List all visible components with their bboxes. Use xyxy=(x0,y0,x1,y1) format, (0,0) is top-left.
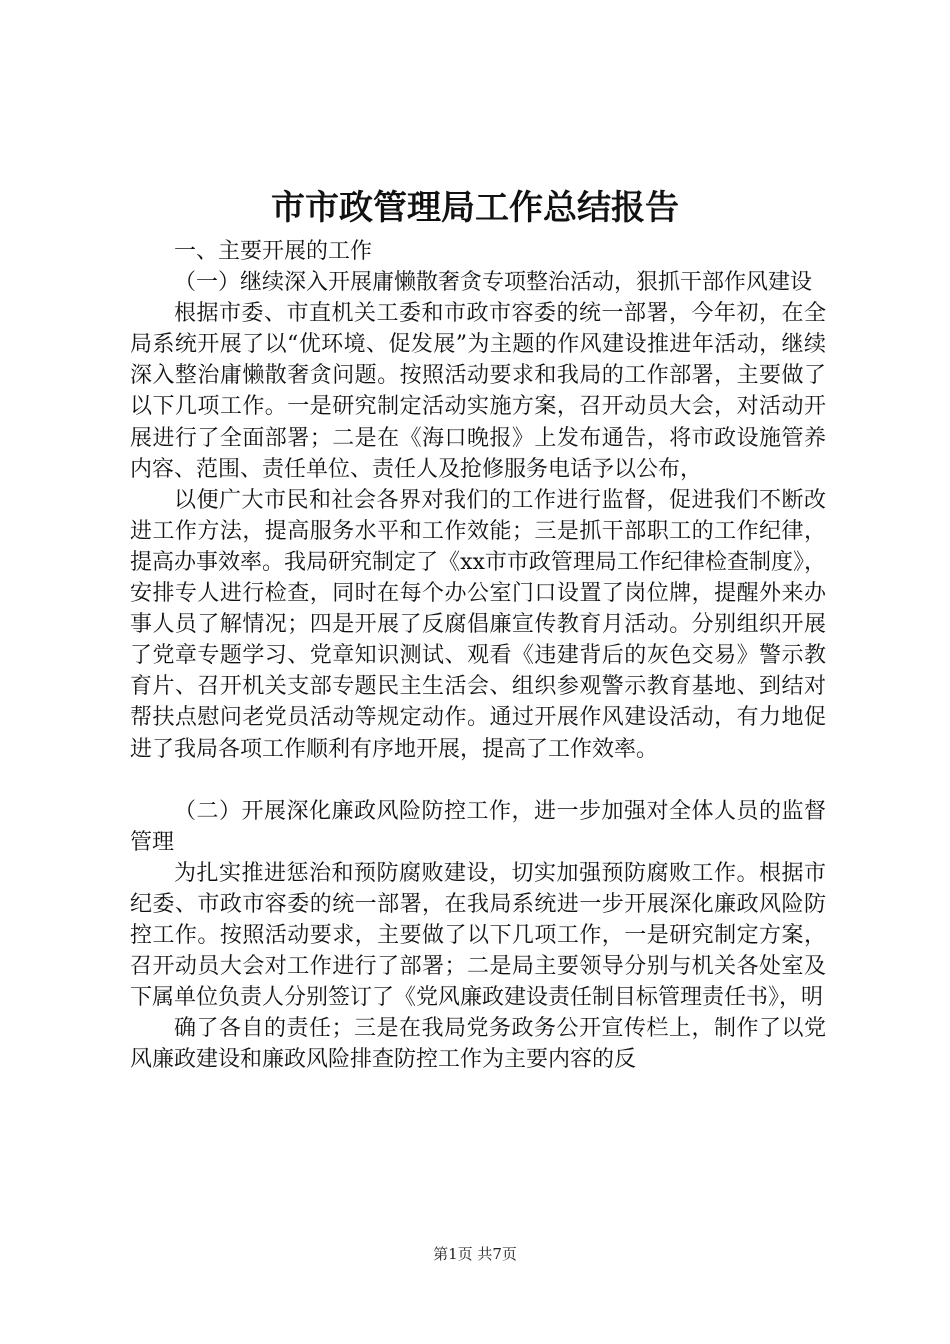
body-paragraph: 以便广大市民和社会各界对我们的工作进行监督，促进我们不断改进工作方法，提高服务水平和工作效能；三是抓干部职工的工作纪律，提高办事效率。我局研究制定了《xx市市政管理局工作纪律检查制度》，安排专人进行检查，同时在每个办公室门口设置了岗位牌，提醒外来办事人员了解情况；四是开展了反腐倡廉宣传教育月活动。分别组织开展了党章专题学习、党章知识测试、观看《违建背后的灰色交易》警示教育片、召开机关支部专题民主生活会、组织参观警示教育基地、到结对帮扶点慰问老党员活动等规定动作。通过开展作风建设活动，有力地促进了我局各项工作顺利有序地开展，提高了工作效率。 xyxy=(130,487,826,762)
body-paragraph: 根据市委、市直机关工委和市政市容委的统一部署，今年初，在全局系统开展了以“优环境、促发展”为主题的作风建设推进年活动，继续深入整治庸懒散奢贪问题。按照活动要求和我局的工作部署，主要做了以下几项工作。一是研究制定活动实施方案，召开动员大会，对活动开展进行了全面部署；二是在《海口晚报》上发布通告，将市政设施管养内容、范围、责任单位、责任人及抢修服务电话予以公布， xyxy=(130,301,826,482)
section-heading: 一、主要开展的工作 xyxy=(174,239,373,264)
document-title: 市市政管理局工作总结报告 xyxy=(271,188,679,228)
page-footer: 第1页 共7页 xyxy=(433,1245,517,1263)
body-paragraph: 为扎实推进惩治和预防腐败建设，切实加强预防腐败工作。根据市纪委、市政市容委的统一部署，在我局系统进一步开展深化廉政风险防控工作。按照活动要求，主要做了以下几项工作，一是研究制定方案，召开动员大会对工作进行了部署；二是局主要领导分别与机关各处室及下属单位负责人分别签订了《党风廉政建设责任制目标管理责任书》，明 xyxy=(130,860,826,1011)
subsection-heading: （一）继续深入开展庸懒散奢贪专项整治活动，狠抓干部作风建设 xyxy=(174,270,813,296)
body-paragraph: 确了各自的责任；三是在我局党务政务公开宣传栏上，制作了以党风廉政建设和廉政风险排查防控工作为主要内容的反 xyxy=(130,1016,826,1073)
document-body xyxy=(130,236,826,1075)
subsection-heading: （二）开展深化廉政风险防控工作，进一步加强对全体人员的监督管理 xyxy=(130,798,826,855)
paragraph-spacer xyxy=(130,765,826,796)
